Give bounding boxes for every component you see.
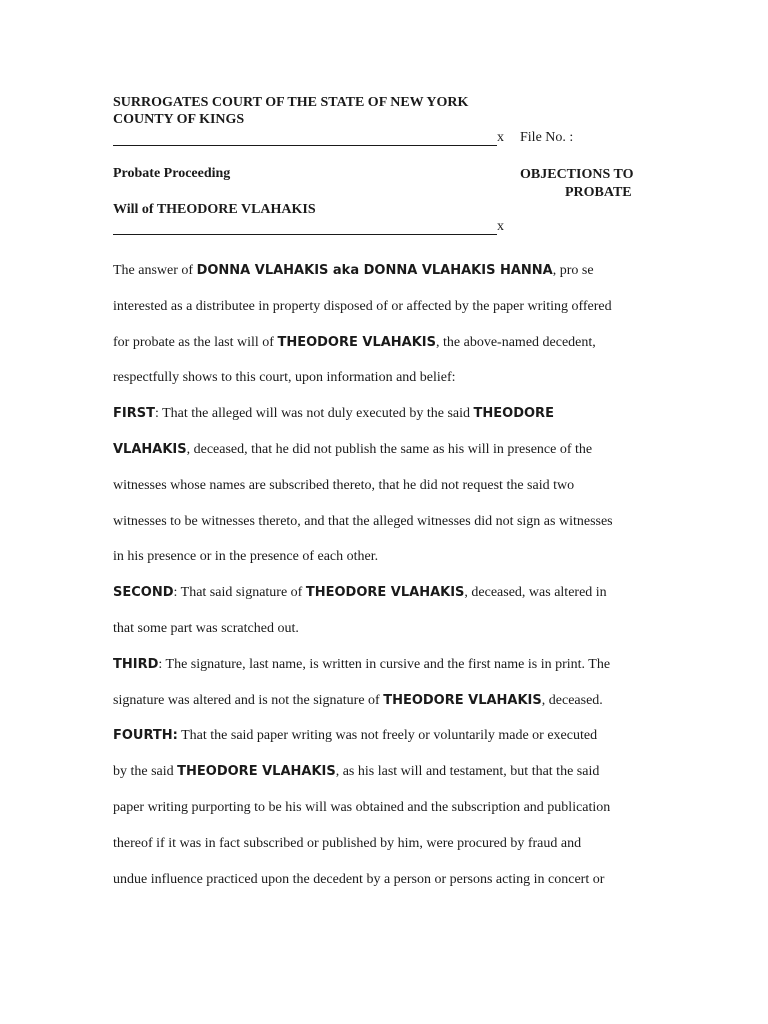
decedent-name: THEODORE VLAHAKIS xyxy=(177,764,336,780)
caption-rule-bottom xyxy=(113,234,497,235)
caption-rule-top xyxy=(113,145,497,146)
document-title xyxy=(520,166,633,202)
objection-fourth: FOURTH: That the said paper writing was not freely or voluntarily made or executed by the said THEODORE VLAHAKIS, as his last will and testament, but that the said paper writing purporting to be his will was obtained and the subscription and publication thereof if it was in fact subscribed or published by him, were procured by fraud and undue influence practiced upon the decedent by a person or persons acting in concert or xyxy=(113,728,611,887)
objectant-name: DONNA VLAHAKIS aka DONNA VLAHAKIS HANNA xyxy=(196,263,553,278)
caption-x-top: x xyxy=(497,130,504,145)
objection-third: THIRD: The signature, last name, is written in cursive and the first name is in print. The signature was altered and is not the signature of THEODORE VLAHAKIS, deceased. xyxy=(113,656,611,708)
will-of-heading: Will of THEODORE VLAHAKIS xyxy=(113,202,316,217)
objection-label: FOURTH: xyxy=(113,728,178,744)
decedent-name: THEODORE VLAHAKIS xyxy=(383,692,542,708)
document-title-line2: PROBATE xyxy=(565,185,632,200)
decedent-name: VLAHAKIS xyxy=(113,441,187,457)
decedent-name: THEODORE VLAHAKIS xyxy=(277,334,437,350)
intro-paragraph: The answer of DONNA VLAHAKIS aka DONNA VLAHAKIS HANNA, pro se interested as a distributee in property disposed of or affected by the paper writing offered for probate as the last will of THEODORE VLAHAKIS, the above-named decedent, respectfully shows to this court, upon information and belief: xyxy=(113,263,612,386)
objections-body xyxy=(113,253,658,897)
decedent-name: THEODORE xyxy=(473,406,554,422)
county-name: COUNTY OF KINGS xyxy=(113,112,245,127)
court-name: SURROGATES COURT OF THE STATE OF NEW YORK xyxy=(113,95,469,110)
caption-x-bottom: x xyxy=(497,219,504,234)
decedent-name: THEODORE VLAHAKIS xyxy=(305,585,465,601)
objection-label: FIRST xyxy=(113,406,155,422)
proceeding-type: Probate Proceeding xyxy=(113,166,231,181)
objection-label: THIRD xyxy=(113,656,159,672)
objection-second: SECOND: That said signature of THEODORE VLAHAKIS, deceased, was altered in that some part was scratched out. xyxy=(113,585,607,636)
file-number-label: File No. : xyxy=(520,130,574,145)
document-title-line1: OBJECTIONS TO xyxy=(520,167,634,182)
court-heading xyxy=(113,94,468,128)
objection-label: SECOND xyxy=(113,585,174,601)
objection-first: FIRST: That the alleged will was not duly executed by the said THEODORE VLAHAKIS, deceased, that he did not publish the same as his will in presence of the witnesses whose names are subscribed thereto, that he did not request the said two witnesses to be witnesses thereto, and that the alleged witnesses did not sign as witnesses in his presence or in the presence of each other. xyxy=(113,406,613,565)
